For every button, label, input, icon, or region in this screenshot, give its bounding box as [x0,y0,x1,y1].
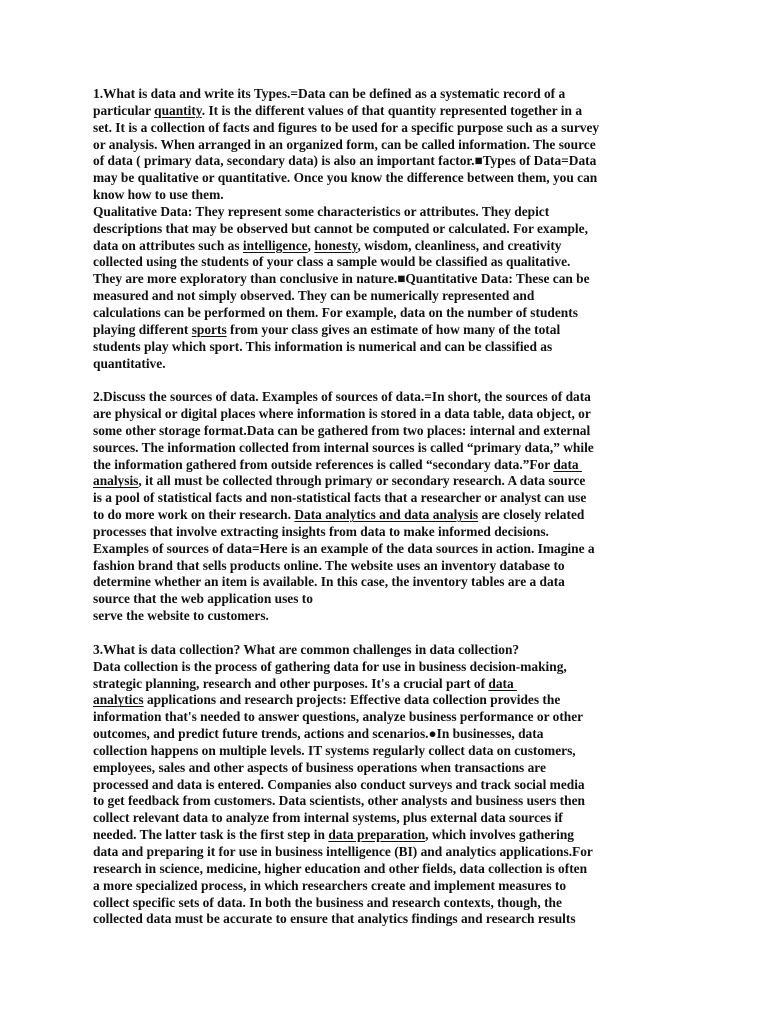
paragraph-gap [93,625,683,642]
text-run: 1.What is data and write its Types.=Data can be defined as a systematic record of a [93,86,566,101]
text-line [93,204,683,221]
text-run: of data ( primary data, secondary data) is also an important factor.■Types of Data=Data [93,153,597,169]
text-line [93,322,683,339]
text-run: determine whether an item is available. In this case, the inventory tables are a data [93,574,565,590]
text-run: the information gathered from outside references is called “secondary data.”For [93,456,554,472]
text-line [93,254,683,271]
text-run: students play which sport. This information is numerical and can be classified as [93,338,553,354]
hyperlink[interactable]: quantity [154,102,202,118]
text-run: , wisdom, cleanliness, and creativity [357,237,562,253]
text-line [93,86,683,103]
text-line [93,305,683,322]
text-run: research in science, medicine, higher education and other fields, data collection is often [93,860,588,876]
hyperlink[interactable]: data [553,456,582,472]
text-run: , it all must be collected through primary or secondary research. A data source [138,473,586,489]
text-run: or analysis. When arranged in an organized form, can be called information. The source [93,136,596,152]
section-3 [93,642,683,928]
text-line [93,642,683,659]
text-run: are closely related [478,507,585,523]
text-line [93,170,683,187]
text-line [93,760,683,777]
text-run: employees, sales and other aspects of business operations when transactions are [93,759,546,775]
text-line [93,507,683,524]
text-run: outcomes, and predict future trends, actions and scenarios.●In businesses, data [93,726,544,742]
text-line [93,137,683,154]
text-line [93,406,683,423]
text-line [93,524,683,541]
text-run: may be qualitative or quantitative. Once you know the difference between them, you can [93,170,598,186]
text-run: Examples of sources of data=Here is an example of the data sources in action. Imagine a [93,540,595,556]
hyperlink[interactable]: sports [191,321,227,337]
text-run: . It is the different values of that quantity represented together in a [201,102,583,118]
text-run: , [307,237,315,253]
text-line [93,743,683,760]
text-run: to do more work on their research. [93,507,295,523]
text-run: is a pool of statistical facts and non-statistical facts that a researcher or analyst can use [93,490,587,506]
text-run: to get feedback from customers. Data scientists, other analysts and business users then [93,793,585,809]
text-line [93,692,683,709]
text-line [93,709,683,726]
text-run: some other storage format.Data can be gathered from two places: internal and external [93,422,591,438]
text-line [93,895,683,912]
text-line [93,810,683,827]
text-line [93,271,683,288]
text-line [93,574,683,591]
text-line [93,558,683,575]
text-line [93,793,683,810]
text-line [93,676,683,693]
text-run: collected data must be accurate to ensure that analytics findings and research results [93,911,576,927]
text-run: know how to use them. [93,187,224,203]
text-line [93,389,683,406]
text-run: descriptions that may be observed but cannot be computed or calculated. For example, [93,220,588,236]
text-line [93,288,683,305]
hyperlink[interactable]: analytics [93,692,144,708]
text-run: information that's needed to answer questions, analyze business performance or other [93,709,584,725]
text-run: playing different [93,321,192,337]
text-line [93,339,683,356]
hyperlink[interactable]: Data analytics and data analysis [294,507,479,523]
text-run: collection happens on multiple levels. IT systems regularly collect data on customers, [93,742,576,758]
text-line [93,911,683,928]
text-line [93,423,683,440]
text-run: applications and research projects: Effective data collection provides the [143,692,561,708]
text-line [93,153,683,170]
text-run: calculations can be performed on them. For example, data on the number of students [93,304,578,320]
text-line [93,457,683,474]
text-run: data and preparing it for use in business intelligence (BI) and analytics applications.For [93,843,593,859]
text-run: processed and data is entered. Companies also conduct surveys and track social media [93,776,585,792]
text-run: They are more exploratory than conclusive in nature.■Quantitative Data: These can be [93,271,590,287]
text-run: , which involves gathering [425,827,574,843]
hyperlink[interactable]: data [488,675,518,691]
text-run: source that the web application uses to [93,591,313,607]
section-1 [93,86,683,372]
hyperlink[interactable]: analysis [93,473,139,489]
text-line [93,608,683,625]
text-run: 3.What is data collection? What are common challenges in data collection? [93,641,520,657]
text-line [93,878,683,895]
text-line [93,541,683,558]
hyperlink[interactable]: intelligence [242,237,308,253]
text-run: 2.Discuss the sources of data. Examples of sources of data.=In short, the sources of data [93,389,591,405]
text-run: a more specialized process, in which researchers create and implement measures to [93,877,567,893]
text-run: needed. The latter task is the first step in [93,827,329,843]
text-run: fashion brand that sells products online. The website uses an inventory database to [93,557,565,573]
text-line [93,777,683,794]
text-line [93,103,683,120]
text-run: data on attributes such as [93,237,243,253]
text-run: are physical or digital places where information is stored in a data table, data object, or [93,406,591,422]
text-line [93,238,683,255]
text-line [93,861,683,878]
text-run: collected using the students of your class a sample would be classified as qualitative. [93,254,571,270]
text-line [93,827,683,844]
text-line [93,726,683,743]
text-run: from your class gives an estimate of how many of the total [226,321,561,337]
text-run: sources. The information collected from internal sources is called “primary data,” while [93,439,594,455]
text-run: Qualitative Data: They represent some characteristics or attributes. They depict [93,203,550,219]
text-line [93,440,683,457]
text-run: Data collection is the process of gathering data for use in business decision-making, [93,658,567,674]
section-2 [93,389,683,625]
text-run: collect relevant data to analyze from internal systems, plus external data sources if [93,810,563,826]
text-line [93,473,683,490]
text-run: particular [93,102,155,118]
hyperlink[interactable]: honesty [314,237,358,253]
text-run: serve the website to customers. [93,608,269,624]
text-line [93,591,683,608]
text-run: strategic planning, research and other purposes. It's a crucial part of [93,675,489,691]
text-line [93,120,683,137]
text-line [93,221,683,238]
paragraph-gap [93,372,683,389]
text-line [93,844,683,861]
text-line [93,490,683,507]
text-line [93,659,683,676]
hyperlink[interactable]: data preparation [328,827,426,843]
text-run: processes that involve extracting insights from data to make informed decisions. [93,523,549,539]
document-page [93,86,683,928]
text-run: measured and not simply observed. They can be numerically represented and [93,288,535,304]
text-run: quantitative. [93,355,166,371]
text-line [93,187,683,204]
text-run: collect specific sets of data. In both the business and research contexts, though, the [93,894,562,910]
text-line [93,356,683,373]
text-run: set. It is a collection of facts and figures to be used for a specific purpose such as a survey [93,119,600,135]
